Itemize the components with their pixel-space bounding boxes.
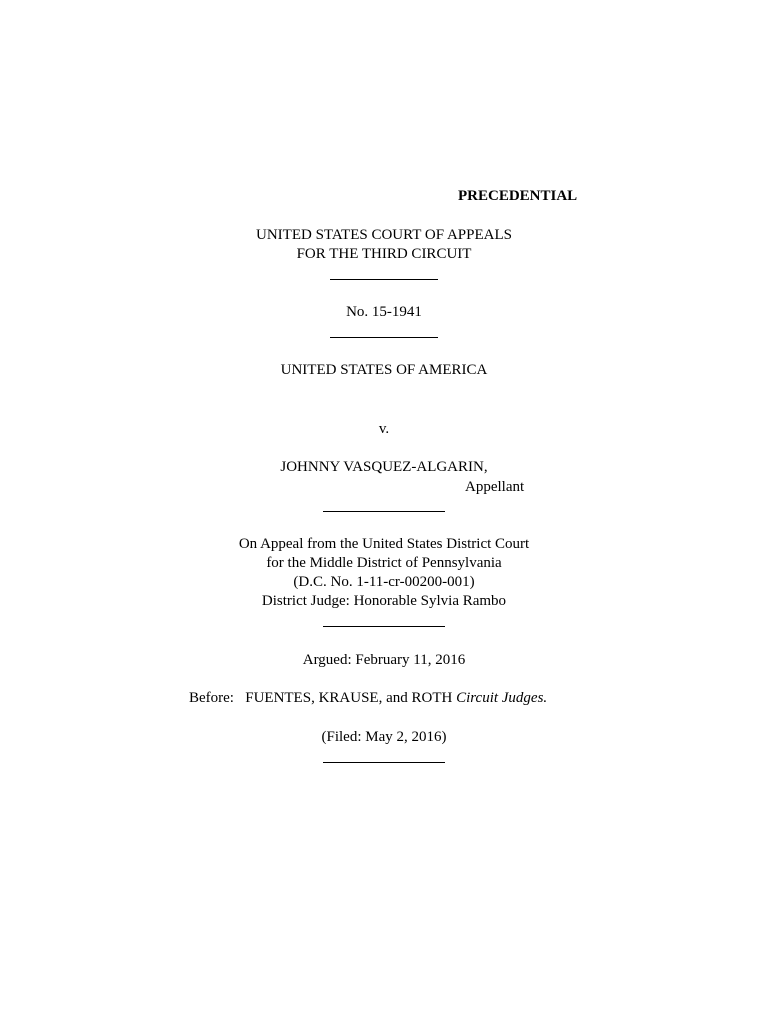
precedential-label: PRECEDENTIAL: [458, 188, 578, 204]
versus-label: v.: [378, 421, 390, 437]
case-number: No. 15-1941: [346, 304, 422, 320]
defendant-role: Appellant: [465, 479, 525, 495]
plaintiff-name: UNITED STATES OF AMERICA: [280, 362, 488, 378]
separator-rule: [323, 511, 445, 512]
panel-judges-prefix: Before: FUENTES, KRAUSE, and ROTH: [189, 690, 457, 706]
separator-rule: [330, 337, 438, 338]
defendant-name: JOHNNY VASQUEZ-ALGARIN,: [280, 459, 488, 475]
panel-judges: [189, 689, 547, 708]
panel-judges-suffix: Circuit Judges.: [456, 690, 548, 706]
separator-rule: [330, 279, 438, 280]
appeal-line1: On Appeal from the United States District Court: [238, 536, 530, 552]
appeal-line3: (D.C. No. 1-11-cr-00200-001): [293, 574, 475, 590]
argued-date: Argued: February 11, 2016: [302, 652, 466, 668]
court-name-line1: UNITED STATES COURT OF APPEALS: [256, 227, 512, 243]
court-name-line2: FOR THE THIRD CIRCUIT: [296, 246, 472, 262]
filed-date: (Filed: May 2, 2016): [321, 729, 447, 745]
separator-rule: [323, 762, 445, 763]
appeal-line4: District Judge: Honorable Sylvia Rambo: [261, 593, 507, 609]
appeal-line2: for the Middle District of Pennsylvania: [266, 555, 502, 571]
separator-rule: [323, 626, 445, 627]
